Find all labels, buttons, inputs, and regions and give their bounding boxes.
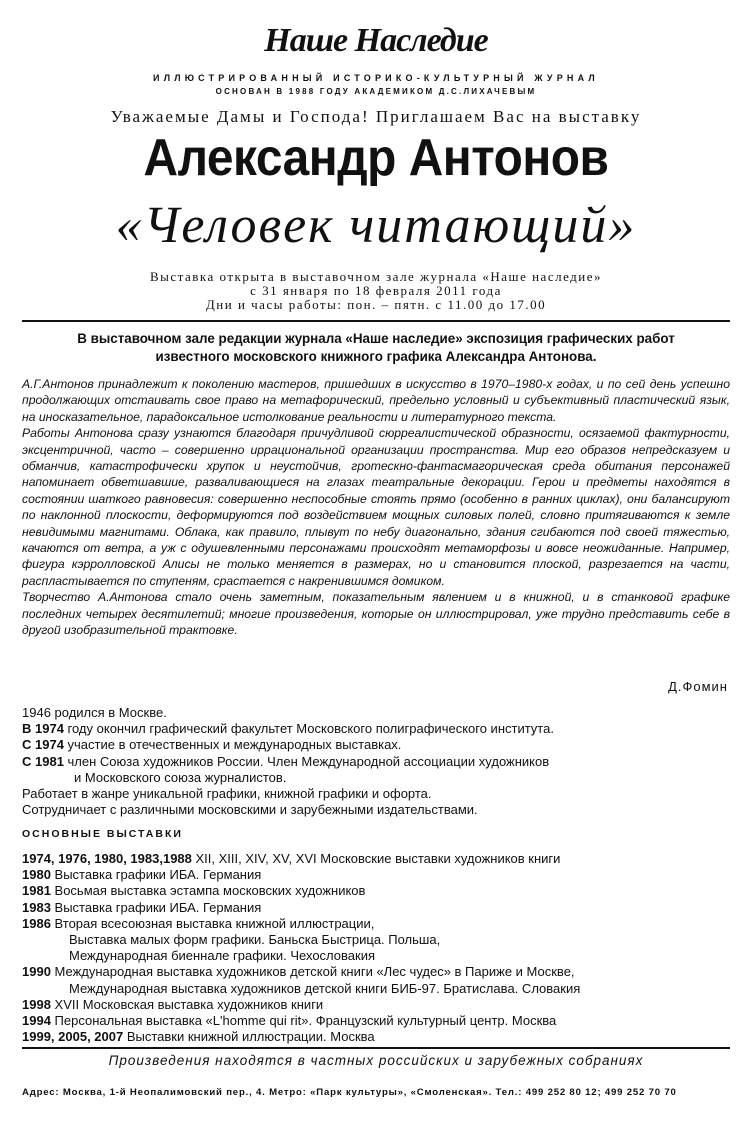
exhibition-year: 1998 — [22, 996, 51, 1012]
exhibitions-list — [22, 851, 730, 1045]
bio-item — [22, 754, 730, 770]
exhibition-item — [22, 916, 730, 932]
exhibition-text: Международная выставка художников детской книги «Лес чудес» в Париже и Москве, — [50, 964, 575, 980]
exhibition-item — [22, 851, 730, 867]
artist-name: Александр Антонов — [143, 129, 609, 187]
body-paragraph: А.Г.Антонов принадлежит к поколению мастеров, пришедших в искусство в 1970–1980-х годах, и по сей день успешно продолжающих отстаивать свое право на метафорический, предельно условный и субъективный пластический язык, на иносказательное, парадоксальное истолкование реальности и литературного текста. — [22, 377, 730, 424]
exhibition-year: 1981 — [22, 883, 51, 899]
exhibition-year: 1983 — [22, 899, 51, 915]
bio-extra: Работает в жанре уникальной графики, книжной графики и офорта. — [22, 786, 432, 802]
exhibition-text: Персональная выставка «L'homme qui rit». Французский культурный центр. Москва — [50, 1013, 557, 1029]
bio-continuation: и Московского союза журналистов. — [74, 769, 287, 785]
bio-item — [22, 737, 730, 753]
exhibition-item — [22, 867, 730, 883]
bio-text: член Союза художников России. Член Международной ассоциации художников — [63, 753, 550, 769]
exhibition-text: Выставка графики ИБА. Германия — [50, 867, 262, 883]
divider-bottom — [22, 1047, 730, 1049]
exhibition-text: Выставки книжной иллюстрации. Москва — [123, 1029, 375, 1045]
exhibition-year: 1990 — [22, 964, 51, 980]
exhibition-text: Вторая всесоюзная выставка книжной иллюстрации, — [50, 915, 375, 931]
exhibition-item — [22, 1029, 730, 1045]
journal-logo: Наше Наследие — [264, 22, 488, 59]
article-body — [22, 376, 730, 639]
invitation-text: Уважаемые Дамы и Господа! Приглашаем Вас на выставку — [110, 107, 642, 126]
exhibition-text: XVII Московская выставка художников книги — [50, 996, 324, 1012]
exhibition-item — [22, 883, 730, 899]
article-author: Д.Фомин — [668, 679, 728, 694]
exhibition-year: 1994 — [22, 1013, 51, 1029]
exhibition-year: 1974, 1976, 1980, 1983,1988 — [22, 851, 192, 866]
exhibition-year: 1999, 2005, 2007 — [22, 1029, 124, 1045]
exhibition-item — [22, 900, 730, 916]
body-paragraph: Работы Антонова сразу узнаются благодаря причудливой сюрреалистической образности, осязаемой фактурности, эксцентричной, часто – совершенно иррациональной организации пространства. Мир его образов непредсказуем и обманчив, катастрофически хрупок и неустойчив, гротескно-фантасмагорическая среда обитания персонажей напоминает обветшавшие, разваливающиеся на глазах театральные декорации. Герои и предметы находятся в состоянии шаткого равновесия: совершенно неспособные стоять прямо (особенно в ранних циклах), они балансируют по наклонной плоскости, деформируются под воздействием мощных силовых полей, словно притягиваются к земле невидимыми магнитами. Облака, как правило, плывут по небу диагонально, здания сгибаются под своей тяжестью, качаются от ветра, а уж с одушевленными персонажами происходят метаморфозы и вовсе неожиданные. Например, фигура кэрролловской Алисы не только меняется в размерах, но и становится плоской, разрезается на части, распластывается по ступеням, срастается с накренившимся домиком. — [22, 426, 730, 588]
exhibition-continuation: Международная биеннале графики. Чехословакия — [69, 948, 375, 964]
bio-year: С 1974 — [22, 737, 64, 753]
bio-text: участие в отечественных и международных выставках. — [63, 737, 402, 753]
bio-year: 1946 — [22, 705, 51, 720]
exhibition-text: XII, XIII, XIV, XV, XVI Московские выставки художников книги — [191, 851, 561, 866]
divider-top — [22, 320, 730, 322]
bio-extra: Сотрудничает с различными московскими и зарубежными издательствами. — [22, 802, 478, 818]
lead-line-2: известного московского книжного графика Александра Антонова. — [155, 349, 597, 364]
masthead-founded: ОСНОВАН В 1988 ГОДУ АКАДЕМИКОМ Д.С.ЛИХАЧЕВЫМ — [215, 87, 537, 96]
collections-note: Произведения находятся в частных российских и зарубежных собраниях — [108, 1053, 644, 1068]
exhibition-item — [22, 997, 730, 1013]
exhibition-year: 1980 — [22, 867, 51, 883]
body-paragraph: Творчество А.Антонова стало очень заметным, показательным явлением и в книжной, и в станковой графике последних четырех десятилетий; многие произведения, которые он иллюстрировал, уже трудно представить себе в другой изобразительной трактовке. — [22, 590, 730, 638]
lead-paragraph — [22, 330, 730, 366]
bio-year: В 1974 — [22, 721, 64, 737]
bio-text: родился в Москве. — [50, 705, 167, 720]
bio-year: С 1981 — [22, 753, 64, 769]
exhibition-info — [0, 270, 752, 312]
exhibition-continuation: Выставка малых форм графики. Баньска Быстрица. Польша, — [69, 932, 441, 948]
exhibition-continuation: Международная выставка художников детской книги БИБ-97. Братиславa. Словакия — [69, 980, 581, 996]
exhibition-text: Восьмая выставка эстампа московских художников — [50, 883, 366, 899]
exhibitions-heading: ОСНОВНЫЕ ВЫСТАВКИ — [22, 828, 183, 840]
info-dates: с 31 января по 18 февраля 2011 года — [250, 283, 502, 298]
info-venue: Выставка открыта в выставочном зале журнала «Наше наследие» — [149, 269, 603, 284]
exhibition-title: «Человек читающий» — [115, 197, 637, 254]
bio-text: году окончил графический факультет Московского полиграфического института. — [63, 721, 554, 737]
masthead-subtitle: ИЛЛЮСТРИРОВАННЫЙ ИСТОРИКО-КУЛЬТУРНЫЙ ЖУРНАЛ — [153, 73, 599, 83]
exhibition-text: Выставка графики ИБА. Германия — [50, 899, 262, 915]
exhibition-item — [22, 1013, 730, 1029]
exhibition-item — [22, 964, 730, 980]
exhibition-year: 1986 — [22, 915, 51, 931]
contact-address: Адрес: Москва, 1-й Неопалимовский пер., 4. Метро: «Парк культуры», «Смоленская». Тел.: 499 252 80 12; 499 252 70 70 — [22, 1087, 677, 1098]
info-hours: Дни и часы работы: пон. – пятн. с 11.00 до 17.00 — [205, 297, 547, 312]
bio-item — [22, 705, 730, 721]
lead-line-1: В выставочном зале редакции журнала «Наше наследие» экспозиция графических работ — [77, 331, 675, 346]
biography — [22, 705, 730, 818]
bio-item — [22, 721, 730, 737]
